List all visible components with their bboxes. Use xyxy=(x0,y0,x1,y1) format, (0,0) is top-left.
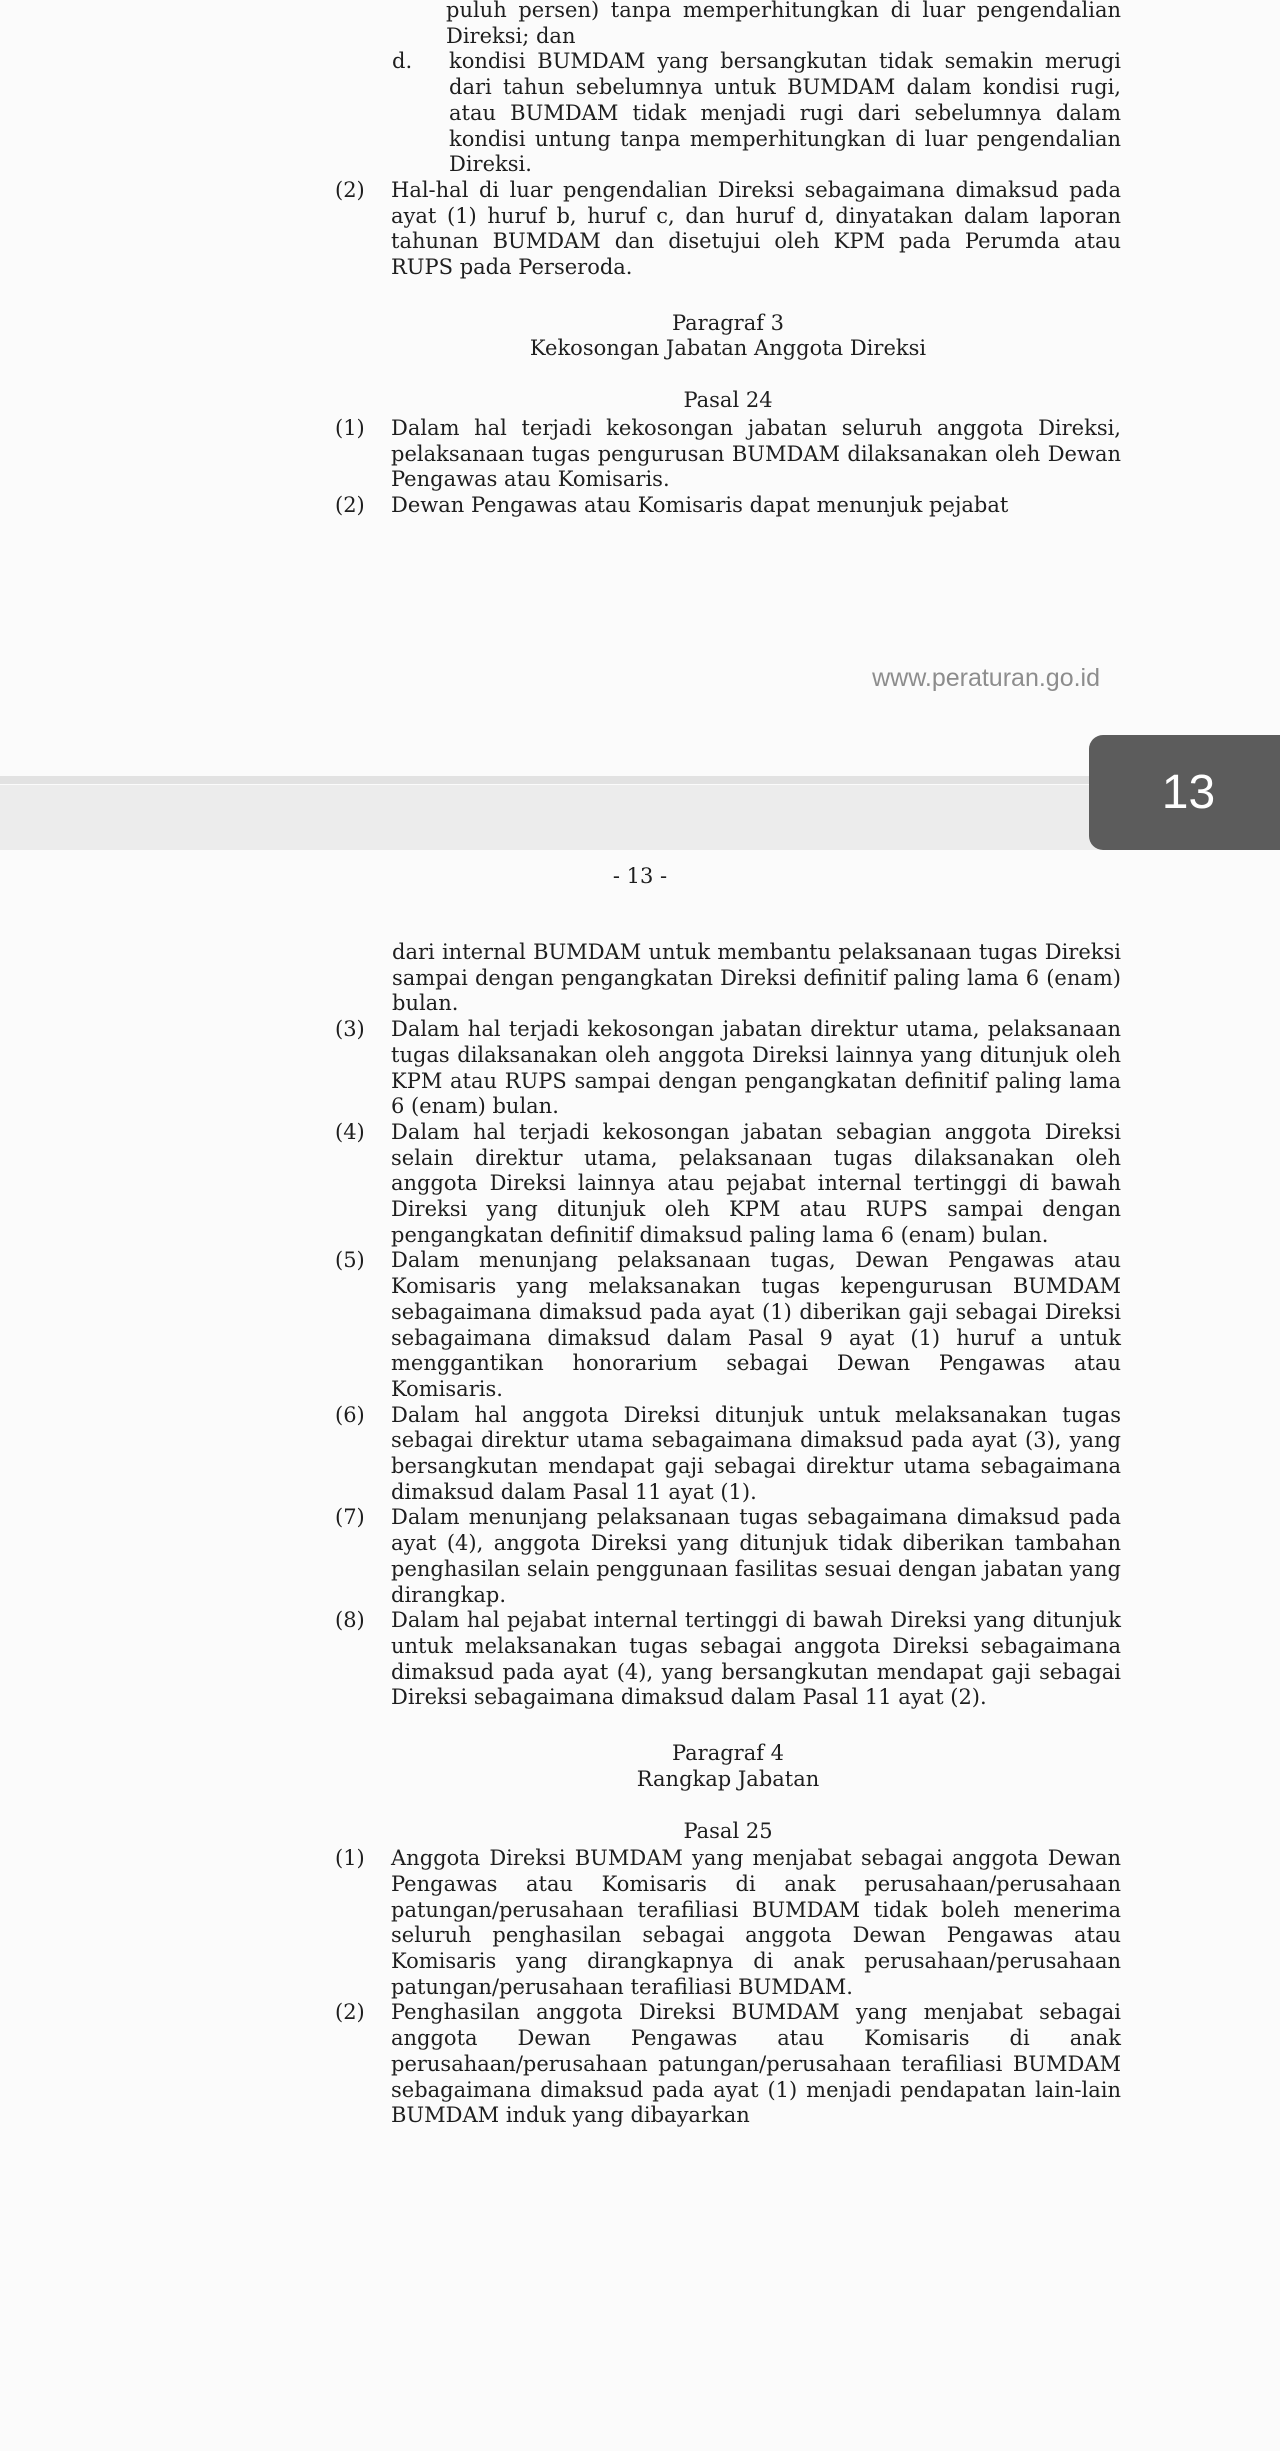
continuation-text: puluh persen) tanpa memperhitungkan di luar pengendalian Direksi; dan xyxy=(446,0,1121,48)
page-divider-line xyxy=(0,776,1110,784)
ayat-label: (2) xyxy=(335,177,365,202)
ayat-item xyxy=(335,1248,1121,1402)
ayat-label: (5) xyxy=(335,1248,365,1273)
continuation-text: dari internal BUMDAM untuk membantu pelaksanaan tugas Direksi sampai dengan pengangkatan Direksi definitif paling lama 6 (enam) bulan. xyxy=(392,940,1121,1016)
ayat-label: (2) xyxy=(335,492,365,517)
ayat-text: Dalam hal terjadi kekosongan jabatan sebagian anggota Direksi selain direktur utama, pelaksanaan tugas dilaksanakan oleh anggota Direksi lainnya atau pejabat internal tertinggi di bawah Direksi yang ditunjuk oleh KPM atau RUPS sampai dengan pengangkatan definitif dimaksud paling lama 6 (enam) bulan. xyxy=(391,1119,1121,1247)
ayat-text: Dalam hal terjadi kekosongan jabatan direktur utama, pelaksanaan tugas dilaksanakan oleh anggota Direksi lainnya yang ditunjuk oleh KPM atau RUPS sampai dengan pengangkatan definitif paling lama 6 (enam) bulan. xyxy=(391,1017,1121,1119)
page-number-badge: 13 xyxy=(1089,735,1280,850)
ayat-item xyxy=(335,1846,1121,2000)
ayat-text: Dalam hal pejabat internal tertinggi di bawah Direksi yang ditunjuk untuk melaksanakan tugas sebagai anggota Direksi sebagaimana dimaksud pada ayat (4), yang bersangkutan mendapat gaji sebagai Direksi sebagaimana dimaksud dalam Pasal 11 ayat (2). xyxy=(391,1608,1121,1710)
page-separator xyxy=(0,785,1280,850)
paragraf-subtitle: Kekosongan Jabatan Anggota Direksi xyxy=(529,336,927,361)
ayat-text: Dewan Pengawas atau Komisaris dapat menunjuk pejabat xyxy=(391,492,1009,517)
ayat-item xyxy=(335,1505,1121,1608)
paragraf-title: Paragraf 4 xyxy=(671,1741,785,1766)
document-page-12 xyxy=(0,0,1280,785)
ayat-text: Hal-hal di luar pengendalian Direksi sebagaimana dimaksud pada ayat (1) huruf b, huruf c, dan huruf d, dinyatakan dalam laporan tahunan BUMDAM dan disetujui oleh KPM pada Perumda atau RUPS pada Perseroda. xyxy=(391,177,1121,280)
ayat-text: Dalam menunjang pelaksanaan tugas sebagaimana dimaksud pada ayat (4), anggota Direksi yang ditunjuk tidak diberikan tambahan penghasilan selain penggunaan fasilitas sesuai dengan jabatan yang dirangkap. xyxy=(391,1505,1121,1607)
ayat-item xyxy=(335,2000,1121,2129)
ayat-item xyxy=(335,416,1121,493)
page-marker: - 13 - xyxy=(612,864,668,888)
ayat-label: (1) xyxy=(335,1846,365,1871)
pasal-title: Pasal 24 xyxy=(683,388,773,413)
ayat-item xyxy=(335,1403,1121,1506)
ayat-label: (8) xyxy=(335,1608,365,1633)
ayat-label: (6) xyxy=(335,1402,365,1427)
ayat-label: (7) xyxy=(335,1505,365,1530)
ayat-item xyxy=(335,1608,1121,1711)
page-content xyxy=(335,940,1121,2129)
ayat-text: Penghasilan anggota Direksi BUMDAM yang menjabat sebagai anggota Dewan Pengawas atau Komisaris di anak perusahaan/perusahaan patungan/perusahaan terafiliasi BUMDAM sebagaimana dimaksud pada ayat (1) menjadi pendapatan lain-lain BUMDAM induk yang dibayarkan xyxy=(391,2000,1121,2128)
ayat-item xyxy=(335,1017,1121,1120)
pasal-title: Pasal 25 xyxy=(683,1818,773,1843)
ayat-label: (1) xyxy=(335,415,365,440)
ayat-text: Dalam menunjang pelaksanaan tugas, Dewan Pengawas atau Komisaris yang melaksanakan tugas kepengurusan BUMDAM sebagaimana dimaksud pada ayat (1) diberikan gaji sebagai Direksi sebagaimana dimaksud dalam Pasal 9 ayat (1) huruf a untuk menggantikan honorarium sebagai Dewan Pengawas atau Komisaris. xyxy=(391,1248,1121,1401)
ayat-text: Dalam hal anggota Direksi ditunjuk untuk melaksanakan tugas sebagai direktur utama sebagaimana dimaksud pada ayat (3), yang bersangkutan mendapat gaji sebagai direktur utama sebagaimana dimaksud dalam Pasal 11 ayat (1). xyxy=(391,1402,1121,1504)
list-item-d xyxy=(392,49,1121,178)
page-content xyxy=(335,0,1121,519)
item-text: kondisi BUMDAM yang bersangkutan tidak semakin merugi dari tahun sebelumnya untuk BUMDAM dalam kondisi rugi, atau BUMDAM tidak menjadi rugi dari sebelumnya dalam kondisi untung tanpa memperhitungkan di luar pengendalian Direksi. xyxy=(449,49,1121,177)
ayat-item xyxy=(335,493,1121,519)
ayat-text: Anggota Direksi BUMDAM yang menjabat sebagai anggota Dewan Pengawas atau Komisaris di anak perusahaan/perusahaan patungan/perusahaan terafiliasi BUMDAM tidak boleh menerima seluruh penghasilan sebagai anggota Dewan Pengawas atau Komisaris yang dirangkapnya di anak perusahaan/perusahaan patungan/perusahaan terafiliasi BUMDAM. xyxy=(391,1846,1121,1999)
paragraf-title: Paragraf 3 xyxy=(671,310,785,335)
ayat-label: (3) xyxy=(335,1017,365,1042)
ayat-text: Dalam hal terjadi kekosongan jabatan seluruh anggota Direksi, pelaksanaan tugas pengurusan BUMDAM dilaksanakan oleh Dewan Pengawas atau Komisaris. xyxy=(391,415,1121,492)
ayat-item xyxy=(335,1120,1121,1249)
item-label: d. xyxy=(392,49,413,74)
paragraf-subtitle: Rangkap Jabatan xyxy=(636,1766,820,1791)
ayat-label: (4) xyxy=(335,1119,365,1144)
source-url: www.peraturan.go.id xyxy=(872,664,1100,692)
ayat-label: (2) xyxy=(335,2000,365,2025)
document-page-13 xyxy=(0,850,1280,2451)
ayat-2 xyxy=(335,178,1121,281)
